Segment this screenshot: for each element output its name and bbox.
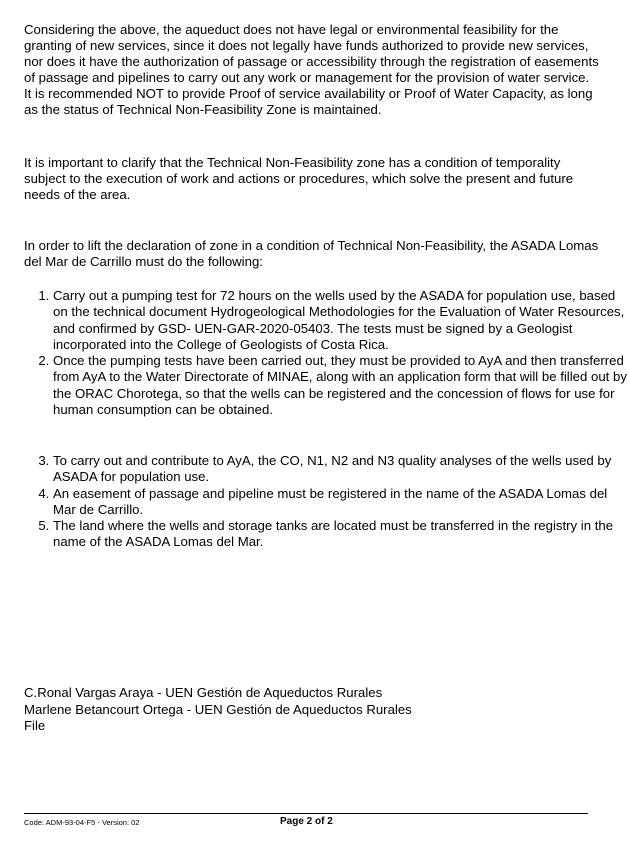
copy-recipient-1: C.Ronal Vargas Araya - UEN Gestión de Aqueductos Rurales	[24, 685, 383, 700]
requirement-item-5: 5. The land where the wells and storage tanks are located must be transferred in the registry in the name of the ASADA Lomas del Mar.	[53, 518, 628, 551]
requirement-item-2: 2. Once the pumping tests have been carried out, they must be provided to AyA and then transferred from AyA to the Water Directorate of MINAE, along with an application form that will be filled out by the ORAC Chorotega, so that the wells can be registered and the concession of flows for use for human consumption can be obtained.	[53, 353, 628, 418]
requirements-list-part-1	[24, 288, 628, 418]
requirement-item-3: 3. To carry out and contribute to AyA, the CO, N1, N2 and N3 quality analyses of the wells used by ASADA for population use.	[53, 453, 628, 486]
footer-document-code: Code: ADM-93-04-F5 - Version: 02	[24, 818, 140, 827]
requirement-item-1: 1. Carry out a pumping test for 72 hours on the wells used by the ASADA for population use, based on the technical document Hydrogeological Methodologies for the Evaluation of Water Resources, and confirmed by GSD- UEN-GAR-2020-05403. The tests must be signed by a Geologist incorporated into the College of Geologists of Costa Rica.	[53, 288, 628, 353]
copy-recipient-file: File	[24, 718, 46, 733]
paragraph-temporality: It is important to clarify that the Technical Non-Feasibility zone has a condition of temporality subject to the execution of work and actions or procedures, which solve the present and future needs of the area.	[24, 155, 574, 202]
paragraph-requirements-intro: In order to lift the declaration of zone in a condition of Technical Non-Feasibility, the ASADA Lomas del Mar de Carrillo must do the following:	[24, 238, 599, 269]
requirement-item-4: 4. An easement of passage and pipeline must be registered in the name of the ASADA Lomas del Mar de Carrillo.	[53, 486, 628, 519]
copy-recipient-2: Marlene Betancourt Ortega - UEN Gestión de Aqueductos Rurales	[24, 701, 412, 717]
paragraph-feasibility: Considering the above, the aqueduct does not have legal or environmental feasibility for the granting of new services, since it does not legally have funds authorized to provide new services, nor does it have the authorization of passage or accessibility through the registration of easements of passage and pipelines to carry out any work or management for the provision of water service. It is recommended NOT to provide Proof of service availability or Proof of Water Capacity, as long as the status of Technical Non-Feasibility Zone is maintained.	[24, 22, 599, 117]
footer-divider	[24, 813, 588, 814]
copies-block	[24, 685, 412, 735]
footer-page-number: Page 2 of 2	[280, 816, 333, 827]
requirements-list-part-2	[24, 453, 628, 551]
